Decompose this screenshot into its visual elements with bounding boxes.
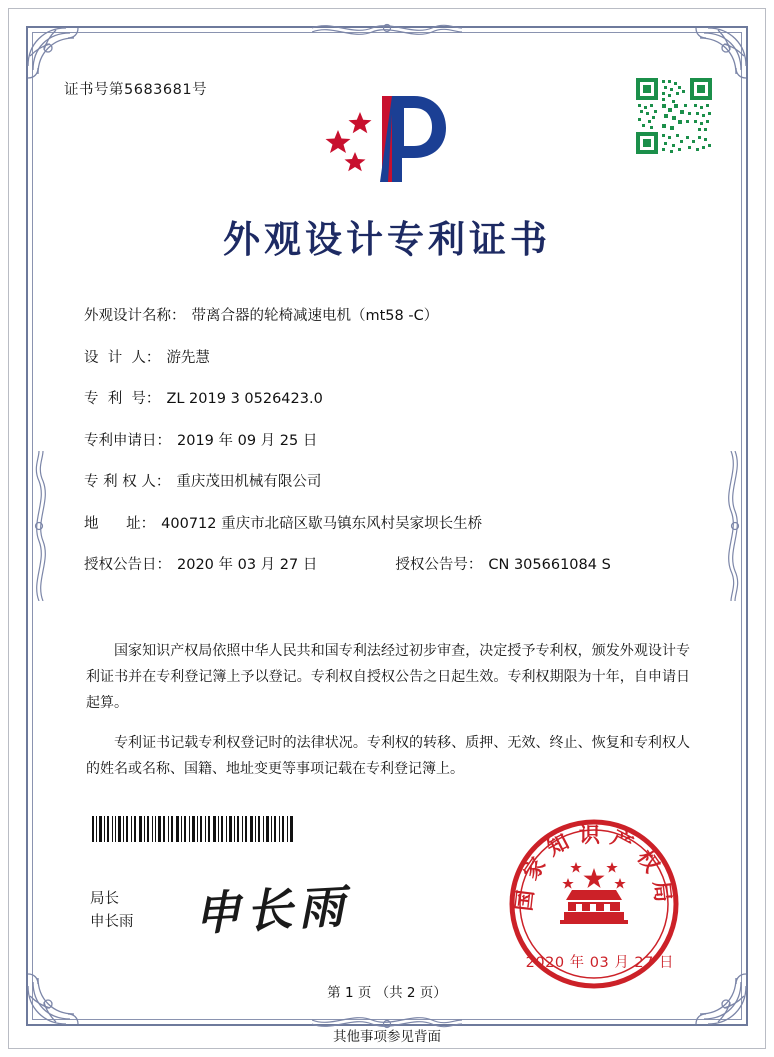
field-row-application-date bbox=[84, 429, 694, 450]
cnipa-emblem-icon bbox=[322, 82, 452, 192]
barcode bbox=[90, 816, 295, 842]
field-row-grant bbox=[84, 553, 694, 574]
grant-number-value: CN 305661084 S bbox=[488, 557, 611, 573]
seal-date: 2020 年 03 月 27 日 bbox=[525, 955, 674, 971]
footer-note: 其他事项参见背面 bbox=[333, 1029, 441, 1045]
page-number: 第 1 页 （共 2 页） bbox=[327, 985, 447, 1001]
director-role-label: 局长 bbox=[90, 891, 119, 907]
grant-date-value: 2020 年 03 月 27 日 bbox=[177, 557, 318, 573]
handwritten-signature: 申长雨 bbox=[192, 878, 352, 942]
field-value: 2019 年 09 月 25 日 bbox=[177, 432, 318, 449]
legal-text bbox=[86, 638, 690, 796]
page-title: 外观设计专利证书 bbox=[223, 218, 551, 261]
field-label: 专利申请日： bbox=[84, 432, 171, 449]
field-label: 地 址： bbox=[84, 515, 156, 532]
field-row-patentee bbox=[84, 470, 694, 491]
field-label: 专 利 号： bbox=[84, 391, 161, 407]
field-value: 重庆茂田机械有限公司 bbox=[176, 474, 322, 490]
field-label: 专 利 权 人： bbox=[84, 474, 171, 490]
grant-number-label: 授权公告号： bbox=[395, 557, 483, 573]
signature-block bbox=[90, 888, 134, 934]
field-value: 游先慧 bbox=[166, 349, 210, 366]
field-label: 外观设计名称： bbox=[84, 308, 186, 324]
certificate-number: 证书号第5683681号 bbox=[64, 82, 208, 98]
paragraph-2: 专利证书记载专利权登记时的法律状况。专利权的转移、质押、无效、终止、恢复和专利权人的姓名或名称、国籍、地址变更等事项记载在专利登记簿上。 bbox=[86, 735, 690, 777]
seal-outer-text: 国家知识产权局 bbox=[511, 822, 677, 913]
qr-code bbox=[636, 78, 712, 154]
field-row-patent-number bbox=[84, 387, 694, 408]
field-value: 400712 重庆市北碚区歇马镇东风村吴家坝长生桥 bbox=[161, 515, 483, 532]
field-value: 带离合器的轮椅减速电机（mt58 -C） bbox=[191, 308, 439, 324]
field-label: 设 计 人： bbox=[84, 349, 161, 366]
certificate-content bbox=[26, 26, 748, 1026]
fields-list bbox=[84, 304, 694, 595]
field-row-address bbox=[84, 512, 694, 533]
field-row-design-name bbox=[84, 304, 694, 325]
grant-date-label: 授权公告日： bbox=[84, 557, 171, 573]
paragraph-1: 国家知识产权局依照中华人民共和国专利法经过初步审查，决定授予专利权，颁发外观设计专利证书并在专利登记簿上予以登记。专利权自授权公告之日起生效。专利权期限为十年，自申请日起算。 bbox=[86, 643, 690, 711]
director-name-label: 申长雨 bbox=[90, 914, 134, 930]
field-row-designer bbox=[84, 346, 694, 367]
field-value: ZL 2019 3 0526423.0 bbox=[166, 391, 323, 407]
grant-number-group bbox=[395, 553, 610, 574]
